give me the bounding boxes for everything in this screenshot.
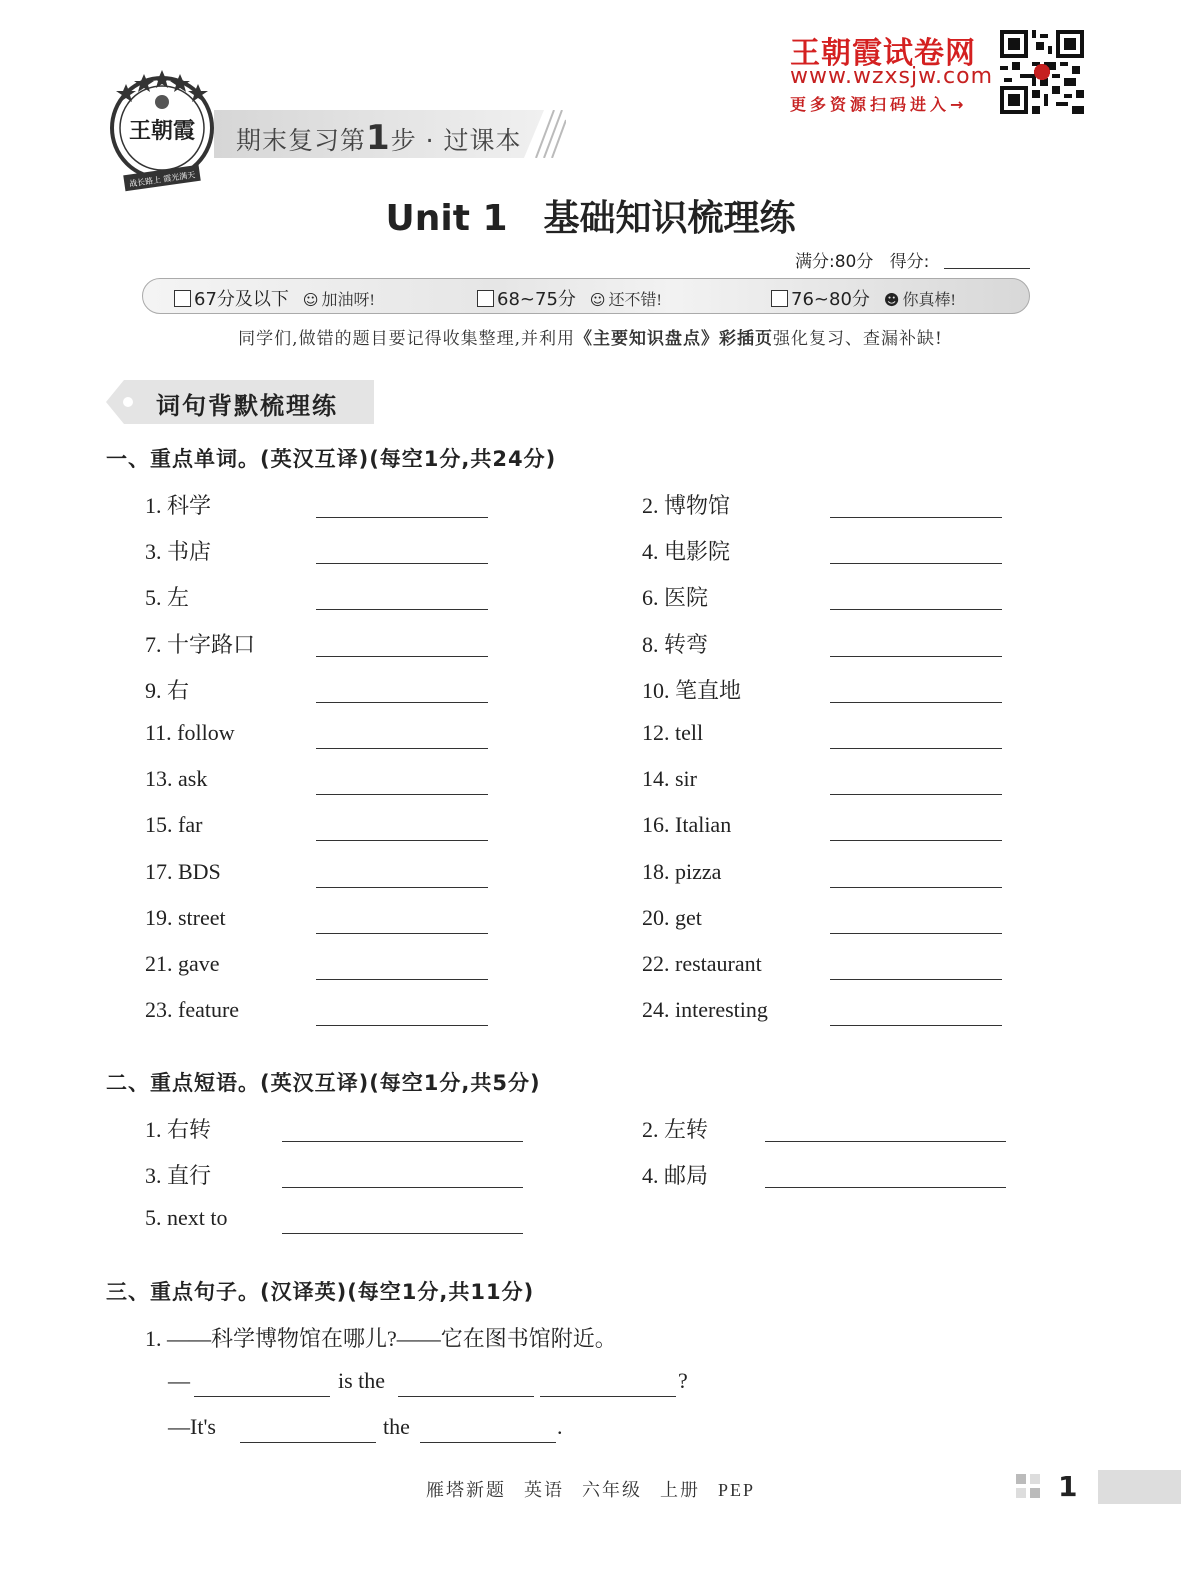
word-prompt: 15. far	[145, 812, 203, 838]
score-line	[795, 247, 929, 272]
answer-blank[interactable]	[830, 656, 1002, 657]
answer-blank[interactable]	[316, 1025, 488, 1026]
checkbox[interactable]	[477, 290, 494, 307]
answer-blank[interactable]	[398, 1396, 534, 1397]
answer-blank[interactable]	[316, 979, 488, 980]
page-tab	[1098, 1470, 1181, 1504]
answer-blank[interactable]	[316, 517, 488, 518]
word-prompt: 14. sir	[642, 766, 697, 792]
footer-volume: 上册	[659, 1480, 700, 1500]
logo-ribbon: 战长路上 霞光满天	[128, 170, 196, 189]
answer-end: ?	[678, 1368, 688, 1393]
answer-dash: —	[168, 1368, 190, 1393]
page-title: Unit 1 基础知识梳理练	[385, 198, 796, 239]
word-prompt: 11. follow	[145, 720, 235, 745]
part3-heading: 三、重点句子。(汉译英)(每空1分,共11分)	[106, 1280, 535, 1304]
word-prompt: 16. Italian	[642, 812, 732, 838]
answer-blank[interactable]	[282, 1187, 523, 1188]
answer-blank[interactable]	[240, 1442, 376, 1443]
word-prompt: 18. pizza	[642, 858, 722, 884]
answer-blank[interactable]	[282, 1233, 523, 1234]
logo-text: 王朝霞	[128, 118, 196, 144]
decor-square	[1030, 1488, 1040, 1498]
phrase-prompt: 5. next to	[145, 1205, 228, 1230]
grade-comment: 加油呀!	[321, 292, 375, 309]
phrase-prompt: 3. 直行	[145, 1163, 212, 1188]
answer-blank[interactable]	[420, 1442, 556, 1443]
brand-url[interactable]: www.wzxsjw.com	[790, 64, 994, 89]
smile-face-icon: ☺	[302, 291, 319, 309]
word-prompt: 9. 右	[145, 677, 190, 703]
answer-blank[interactable]	[194, 1396, 330, 1397]
word-prompt: 1. 科学	[145, 493, 212, 518]
answer-blank[interactable]	[830, 609, 1002, 610]
note-bold: 《主要知识盘点》彩插页	[574, 329, 773, 349]
grade-level-2	[477, 285, 662, 311]
word-prompt: 13. ask	[145, 766, 208, 792]
note-after: 强化复习、查漏补缺!	[772, 329, 943, 349]
grade-comment: 你真棒!	[902, 292, 956, 309]
answer-blank[interactable]	[540, 1396, 676, 1397]
answer-blank[interactable]	[830, 887, 1002, 888]
full-score: 满分:80分	[795, 252, 874, 272]
phrase-prompt: 4. 邮局	[642, 1163, 709, 1188]
part2-heading: 二、重点短语。(英汉互译)(每空1分,共5分)	[106, 1071, 541, 1095]
decor-square	[1030, 1474, 1040, 1484]
answer-blank[interactable]	[765, 1187, 1006, 1188]
brand-logo	[106, 66, 218, 192]
grade-range: 68~75分	[497, 289, 576, 310]
page-number: 1	[1058, 1470, 1078, 1503]
answer-word: is the	[338, 1368, 386, 1393]
banner-suffix: 步 · 过课本	[390, 126, 522, 155]
answer-word: the	[383, 1414, 410, 1439]
banner-prefix: 期末复习第	[236, 126, 367, 155]
answer-blank[interactable]	[830, 979, 1002, 980]
word-prompt: 2. 博物馆	[642, 493, 731, 518]
footer-edition: PEP	[717, 1480, 756, 1500]
answer-blank[interactable]	[316, 563, 488, 564]
grade-level-1	[174, 285, 375, 311]
answer-blank[interactable]	[316, 887, 488, 888]
grade-level-3	[771, 285, 956, 311]
note-before: 同学们,做错的题目要记得收集整理,并利用	[238, 329, 575, 349]
word-prompt: 22. restaurant	[642, 951, 762, 976]
part1-heading: 一、重点单词。(英汉互译)(每空1分,共24分)	[106, 447, 557, 471]
word-prompt: 19. street	[145, 904, 226, 930]
answer-blank[interactable]	[830, 1025, 1002, 1026]
smile-face-icon: ☻	[883, 291, 900, 309]
answer-blank[interactable]	[830, 794, 1002, 795]
phrase-prompt: 2. 左转	[642, 1117, 709, 1142]
grade-range: 76~80分	[791, 289, 870, 310]
answer-blank[interactable]	[316, 840, 488, 841]
answer-blank[interactable]	[830, 933, 1002, 934]
answer-blank[interactable]	[316, 794, 488, 795]
footer-subject: 英语	[523, 1480, 564, 1500]
brand-more: 更多资源扫码进入→	[790, 95, 968, 114]
checkbox[interactable]	[771, 290, 788, 307]
word-prompt: 12. tell	[642, 720, 704, 745]
word-prompt: 5. 左	[145, 585, 190, 611]
footer	[0, 1476, 1181, 1502]
part3-question-1: 1. ——科学博物馆在哪儿?——它在图书馆附近。	[145, 1326, 617, 1351]
section-tag: 词句背默梳理练	[156, 392, 338, 420]
footer-grade: 六年级	[581, 1480, 642, 1500]
word-prompt: 17. BDS	[145, 858, 221, 884]
word-prompt: 6. 医院	[642, 585, 709, 611]
answer-blank[interactable]	[830, 517, 1002, 518]
banner-title	[236, 118, 522, 158]
score-blank[interactable]	[944, 268, 1030, 269]
banner-step-number: 1	[366, 118, 391, 158]
answer-blank[interactable]	[316, 748, 488, 749]
word-prompt: 23. feature	[145, 997, 240, 1023]
answer-blank[interactable]	[830, 748, 1002, 749]
word-prompt: 10. 笔直地	[642, 677, 742, 703]
word-prompt: 20. get	[642, 904, 702, 930]
word-prompt: 4. 电影院	[642, 539, 731, 565]
word-prompt: 7. 十字路口	[145, 631, 256, 657]
answer-blank[interactable]	[830, 840, 1002, 841]
answer-blank[interactable]	[765, 1141, 1006, 1142]
answer-blank[interactable]	[316, 609, 488, 610]
instruction-note	[0, 324, 1181, 349]
grade-comment: 还不错!	[608, 292, 662, 309]
answer-blank[interactable]	[316, 702, 488, 703]
brand-title: 王朝霞试卷网	[790, 36, 976, 71]
answer-blank[interactable]	[316, 656, 488, 657]
footer-series: 雁塔新题	[425, 1480, 506, 1500]
answer-blank[interactable]	[316, 933, 488, 934]
decor-square	[1016, 1488, 1026, 1498]
word-prompt: 3. 书店	[145, 539, 212, 565]
score-label: 得分:	[889, 252, 930, 272]
phrase-prompt: 1. 右转	[145, 1117, 212, 1142]
qr-code-icon[interactable]	[1000, 30, 1084, 114]
checkbox[interactable]	[174, 290, 191, 307]
word-prompt: 21. gave	[145, 951, 220, 976]
answer-blank[interactable]	[830, 702, 1002, 703]
answer-start: —It's	[168, 1414, 216, 1439]
answer-blank[interactable]	[282, 1141, 523, 1142]
smile-face-icon: ☺	[589, 291, 606, 309]
grade-range: 67分及以下	[194, 289, 289, 310]
answer-blank[interactable]	[830, 563, 1002, 564]
decor-square	[1016, 1474, 1026, 1484]
answer-end: .	[557, 1414, 563, 1439]
word-prompt: 24. interesting	[642, 997, 768, 1023]
word-prompt: 8. 转弯	[642, 631, 709, 657]
